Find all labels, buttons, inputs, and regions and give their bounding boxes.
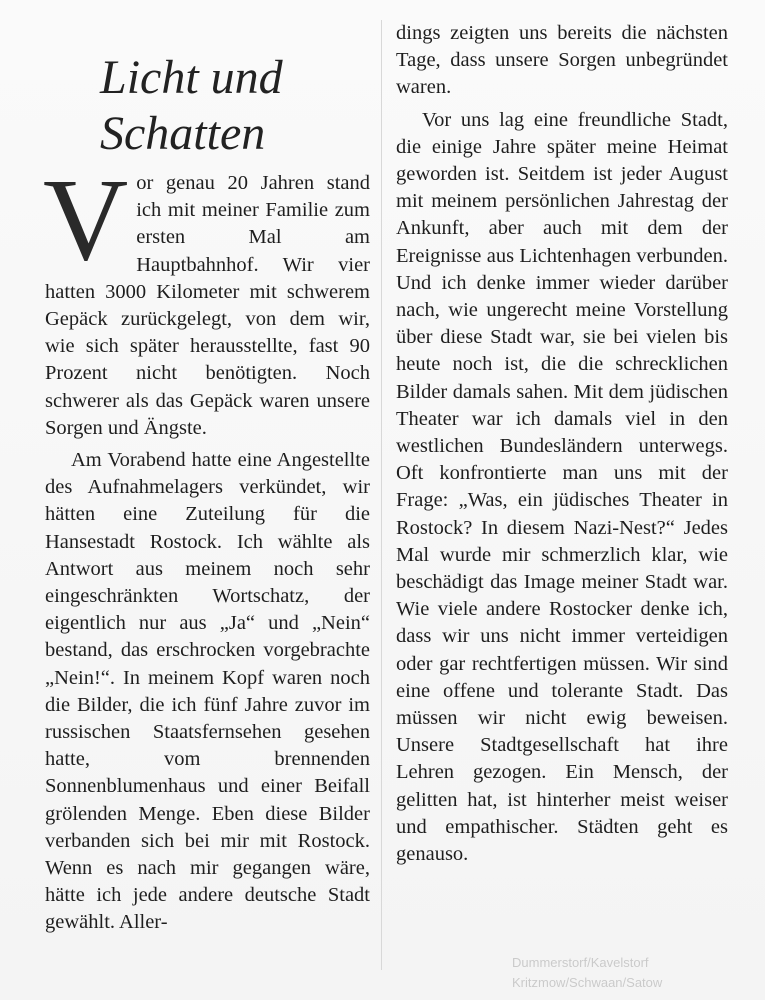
- paragraph-intro-text: or genau 20 Jahren stand ich mit meiner Familie zum ersten Mal am Hauptbahnhof. Wir vier hatten 3000 Kilometer mit schwerem Gepäck zurückgelegt, von dem wir, wie sich später herausstellte, fast 90 Prozent nicht benötigten. Noch schwerer als das Gepäck waren unsere Sorgen und Ängste.: [45, 172, 370, 439]
- column-divider: [381, 20, 382, 970]
- paragraph-arrival: Am Vorabend hatte eine Angestellte des Aufnahmelagers verkündet, wir hätten eine Zuteilung für die Hansestadt Rostock. Ich wählte als Antwort aus meinem noch sehr eingeschränkten Wortschatz, der eigentlich nur aus „Ja“ und „Nein“ bestand, das erschrocken vorgebrachte „Nein!“. In meinem Kopf waren noch die Bilder, die ich fünf Jahre zuvor im russischen Staatsfernsehen gesehen hatte, vom brennenden Sonnenblumenhaus und einer Beifall grölenden Menge. Eben diese Bilder verbanden sich bei mir mit Rostock. Wenn es nach mir gegangen wäre, hätte ich jede andere deutsche Stadt gewählt. Aller-: [45, 449, 370, 934]
- article-column-left: [43, 154, 370, 937]
- paragraph-continuation: dings zeigten uns bereits die nächsten Tage, dass unsere Sorgen unbegründet waren.: [396, 22, 728, 99]
- bleed-through-text-1: Dummerstorf/Kavelstorf: [512, 955, 649, 970]
- bleed-through-text-2: Kritzmow/Schwaan/Satow: [512, 975, 663, 990]
- article-title: Licht und Schatten: [100, 51, 283, 160]
- drop-cap: V: [43, 154, 129, 285]
- article-column-right: [396, 20, 728, 868]
- paragraph-reflection: Vor uns lag eine freundliche Stadt, die einige Jahre später meine Heimat geworden ist. Seitdem ist jeder August mit meinem persönlichen Jahrestag der Ankunft, aber auch mit dem der Ereignisse aus Lichtenhagen verbunden. Und ich denke immer wieder darüber nach, wie ungerecht meine Vorstellung über diese Stadt war, sie bei vielen bis heute noch ist, die die schrecklichen Bilder damals sahen. Mit dem jüdischen Theater war ich damals viel in den westlichen Bundesländern unterwegs. Oft konfrontierte man uns mit der Frage: „Was, ein jüdisches Theater in Rostock? In diesem Nazi-Nest?“ Jedes Mal wurde mir schmerzlich klar, wie beschädigt das Image meiner Stadt war. Wie viele andere Rostocker denke ich, dass wir uns nicht immer verteidigen oder gar rechtfertigen müssen. Wir sind eine offene und tolerante Stadt. Das müssen wir nicht ewig beweisen. Unsere Stadtgesellschaft hat ihre Lehren gezogen. Ein Mensch, der gelitten hat, ist hinterher meist weiser und empathischer. Städten geht es genauso.: [396, 108, 728, 866]
- paragraph-intro: [43, 154, 370, 442]
